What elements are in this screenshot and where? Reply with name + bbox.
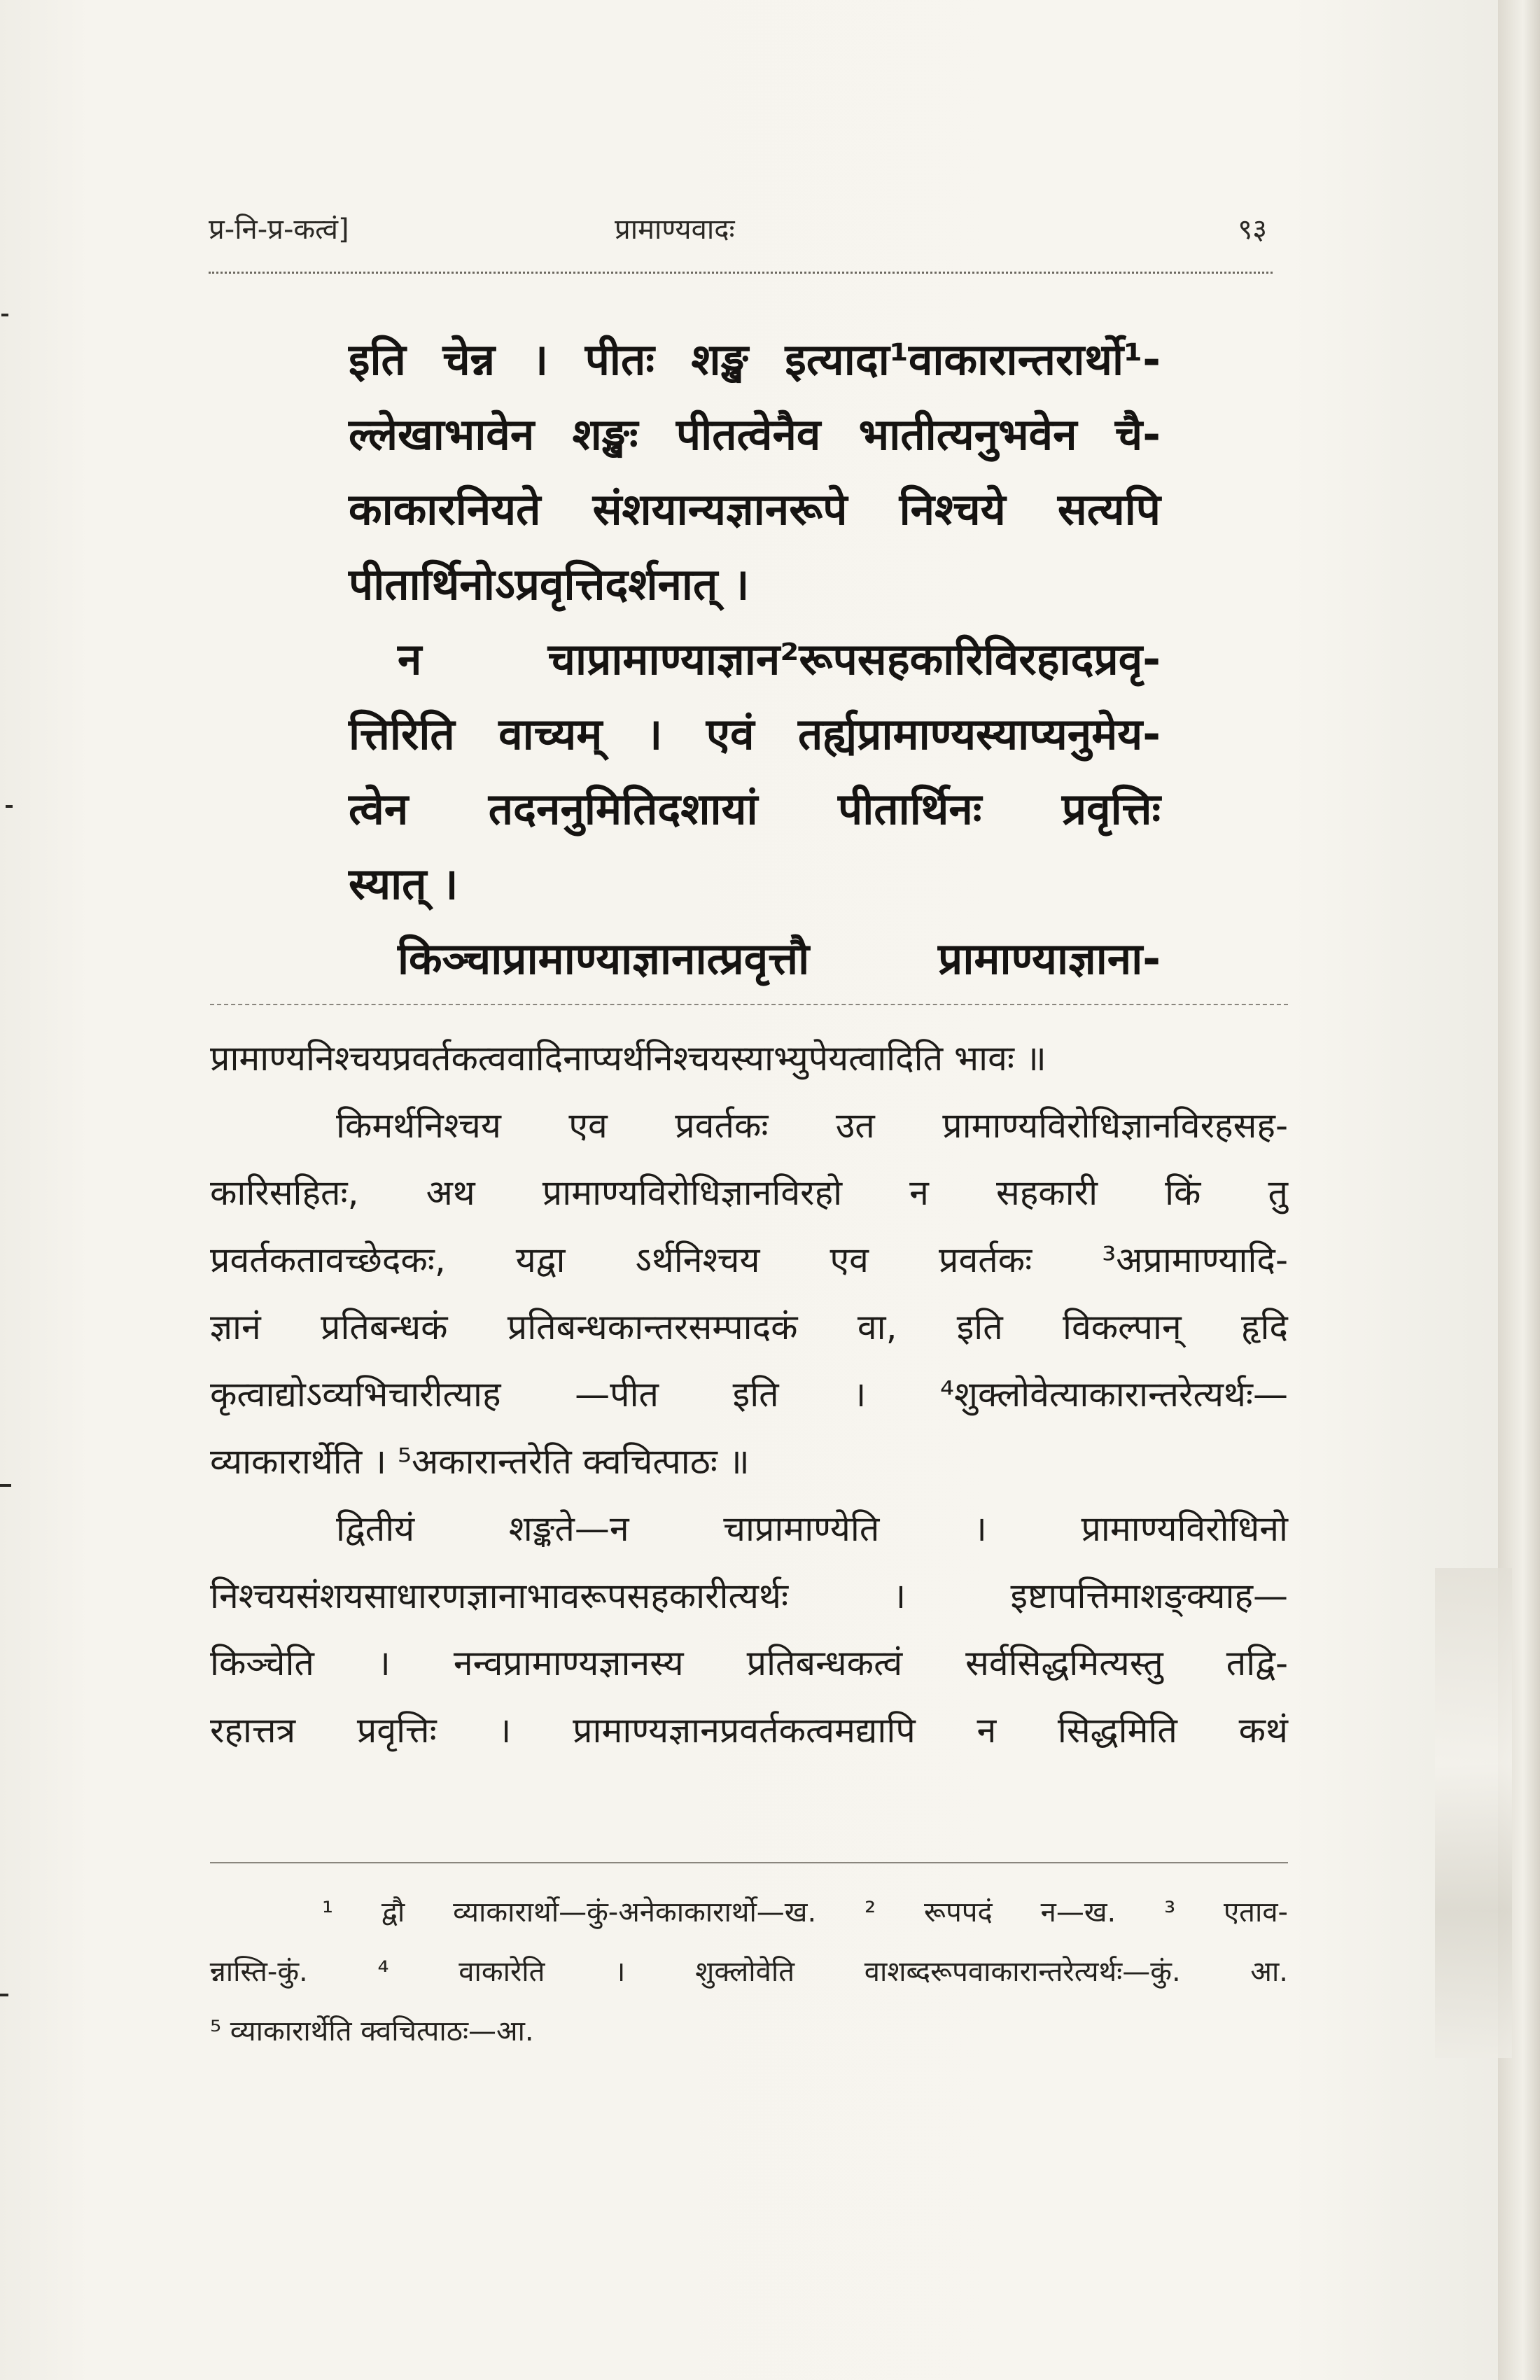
commentary-line: प्रामाण्यनिश्चयप्रवर्तकत्ववादिनाप्यर्थनिश्चयस्याभ्युपेयत्वादिति भावः ॥ [210,1038,1046,1079]
header-rule [209,272,1273,279]
margin-mark [0,1484,11,1487]
commentary-line: कारिसहितः, अथ प्रामाण्यविरोधिज्ञानविरहो न सहकारी किं तु [210,1172,1288,1213]
header-title: प्रामाण्यवादः [615,214,735,246]
main-line: त्तिरिति वाच्यम् । एवं तर्ह्यप्रामाण्यस्याप्यनुमेय- [349,708,1161,760]
page-number: ९३ [1238,214,1267,246]
main-line: किञ्चाप्रामाण्याज्ञानात्प्रवृत्तौ प्रामाण्याज्ञाना- [398,933,1161,984]
header-section-label: प्र-नि-प्र-कत्वं] [209,214,349,246]
margin-mark [6,805,13,808]
main-line: इति चेन्न । पीतः शङ्ख इत्यादा¹वाकारान्तरार्थो¹- [349,334,1161,385]
main-line: काकारनियते संशयान्यज्ञानरूपे निश्चये सत्यपि [349,484,1161,535]
commentary-line: व्याकारार्थेति । ⁵अकारान्तरेति क्वचित्पाठः ॥ [210,1441,750,1482]
footnote-line: न्नास्ति-कुं. ⁴ वाकारेति । शुक्लोवेति वाशब्दरूपवाकारान्तरेत्यर्थः—कुं. आ. [210,1956,1288,1988]
commentary-line: प्रवर्तकतावच्छेदकः, यद्वा ऽर्थनिश्चय एव प्रवर्तकः ³अप्रामाण्यादि- [210,1240,1288,1280]
commentary-line: द्वितीयं शङ्कते—न चाप्रामाण्येति । प्रामाण्यविरोधिनो [336,1508,1288,1549]
main-line: त्वेन तदननुमितिदशायां पीतार्थिनः प्रवृत्तिः [349,783,1161,834]
commentary-line: किमर्थनिश्चय एव प्रवर्तकः उत प्रामाण्यविरोधिज्ञानविरहसह- [336,1105,1288,1146]
main-line: ल्लेखाभावेन शङ्खः पीतत्वेनैव भातीत्यनुभवेन चै- [349,409,1161,460]
crumpled-page-corner [1435,1568,1512,2058]
commentary-line: निश्चयसंशयसाधारणज्ञानाभावरूपसहकारीत्यर्थः । इष्टापत्तिमाशङ्क्याह— [210,1576,1288,1616]
commentary-line: ज्ञानं प्रतिबन्धकं प्रतिबन्धकान्तरसम्पादकं वा, इति विकल्पान् हृदि [210,1307,1288,1348]
footnote-line: ⁵ व्याकारार्थेति क्वचित्पाठः—आ. [210,2015,534,2047]
main-text [349,322,1161,996]
commentary-text [210,1025,1288,1764]
commentary-line: कृत्वाद्योऽव्यभिचारीत्याह —पीत इति । ⁴शुक्लोवेत्याकारान्तरेत्यर्थः— [210,1374,1288,1415]
commentary-line: किञ्चेति । नन्वप्रामाण्यज्ञानस्य प्रतिबन्धकत्वं सर्वसिद्धमित्यस्तु तद्वि- [210,1643,1288,1684]
footnotes [210,1883,1288,2062]
main-line: पीतार्थिनोऽप्रवृत्तिदर्शनात् । [349,559,750,610]
main-line: न चाप्रामाण्याज्ञान²रूपसहकारिविरहादप्रवृ- [398,634,1161,685]
margin-mark [1,314,8,316]
running-header [209,204,1273,253]
footnote-line: ¹ द्वौ व्याकारार्थो—कुं-अनेकाकारार्थो—ख. ² रूपपदं न—ख. ³ एताव- [322,1896,1288,1928]
commentary-divider [210,1004,1288,1005]
margin-mark [0,1994,8,1996]
footnote-rule [210,1862,1288,1863]
commentary-line: रहात्तत्र प्रवृत्तिः । प्रामाण्यज्ञानप्रवर्तकत्वमद्यापि न सिद्धमिति कथं [210,1710,1288,1751]
main-line: स्यात् । [349,858,458,909]
